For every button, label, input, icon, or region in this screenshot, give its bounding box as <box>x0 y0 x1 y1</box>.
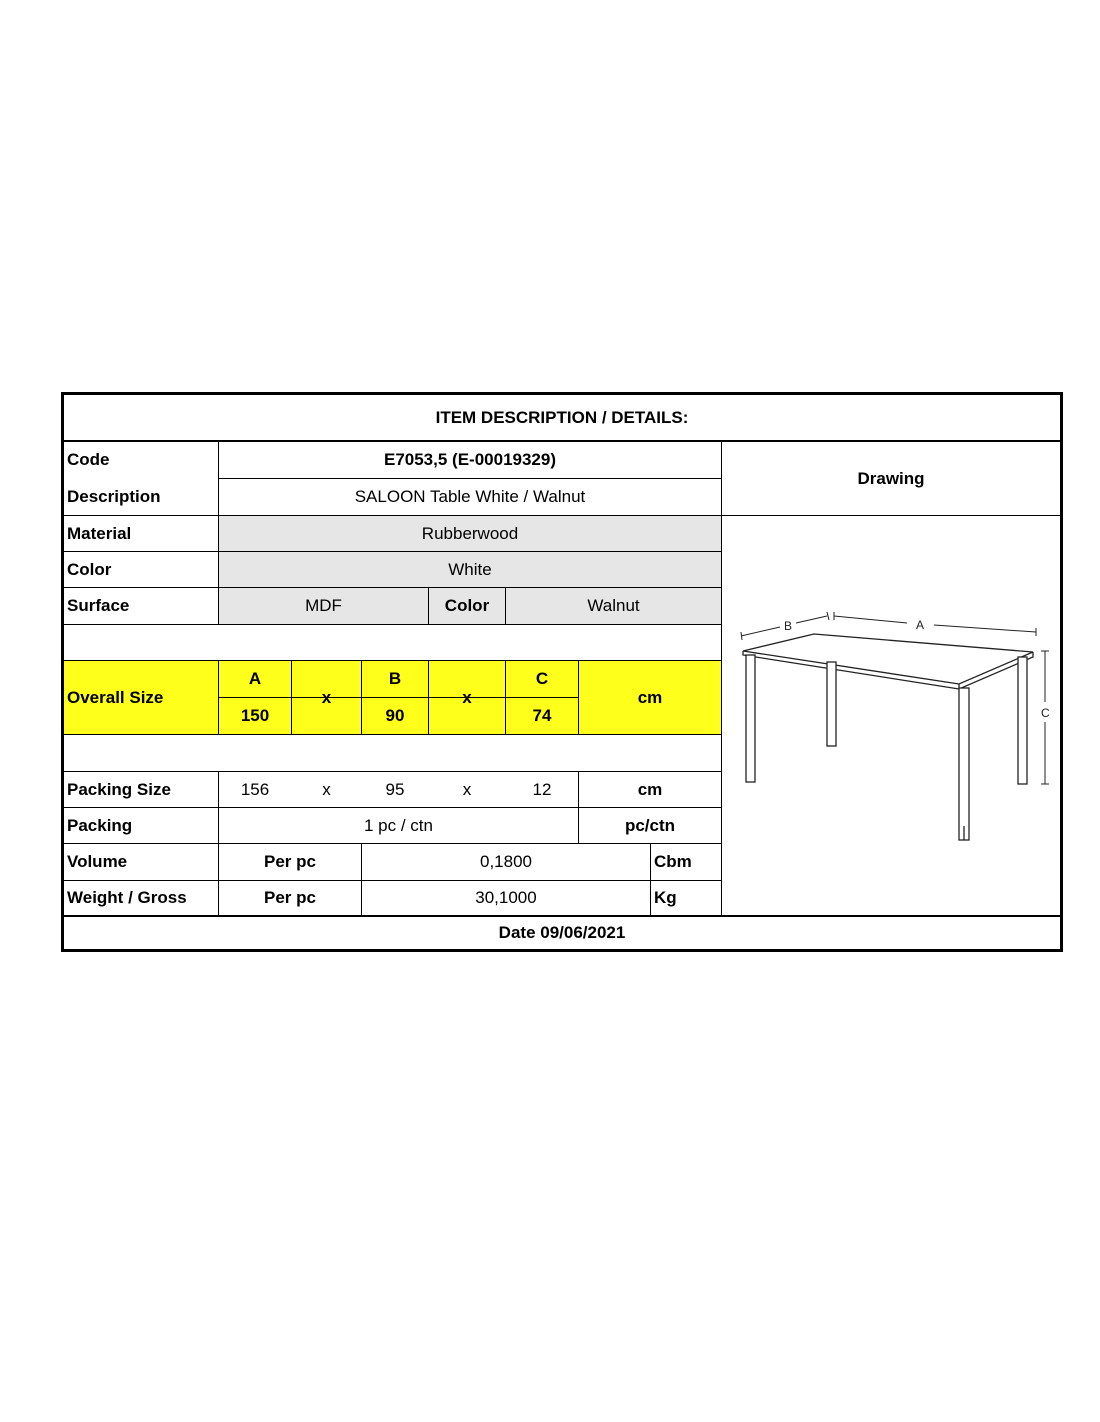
packing-size-label: Packing Size <box>67 779 171 799</box>
sheet-title: ITEM DESCRIPTION / DETAILS: <box>435 407 689 427</box>
dimension-a-label: A <box>916 618 925 632</box>
surface-label: Surface <box>67 596 130 615</box>
date-footer: Date 09/06/2021 <box>498 923 626 942</box>
dimension-lines <box>741 612 1049 784</box>
weight-unit: Kg <box>654 888 677 907</box>
item-details-sheet <box>61 392 1063 952</box>
weight-label: Weight / Gross <box>67 888 187 907</box>
dimension-c-label: C <box>1041 706 1050 720</box>
packing-value: 1 pc / ctn <box>364 815 433 835</box>
overall-size-a-value: 150 <box>240 706 270 725</box>
overall-size-b-label: B <box>388 669 402 688</box>
packing-size-a: 156 <box>240 779 270 799</box>
packing-label: Packing <box>67 815 133 835</box>
overall-size-b-value: 90 <box>385 706 405 725</box>
dimension-b-label: B <box>784 619 793 633</box>
description-value: SALOON Table White / Walnut <box>354 487 586 506</box>
volume-per: Per pc <box>264 852 316 871</box>
volume-unit: Cbm <box>654 852 692 871</box>
weight-per: Per pc <box>264 888 316 907</box>
drawing-label: Drawing <box>857 468 925 488</box>
overall-size-label: Overall Size <box>67 687 164 707</box>
color-label: Color <box>67 560 112 579</box>
code-label: Code <box>67 450 110 469</box>
packing-size-unit: cm <box>637 779 663 799</box>
packing-size-x2: x <box>462 779 472 799</box>
material-value: Rubberwood <box>421 524 519 543</box>
material-label: Material <box>67 524 132 543</box>
surface-color-label: Color <box>444 596 490 615</box>
surface-color-value: Walnut <box>587 596 640 615</box>
description-label: Description <box>67 487 161 506</box>
overall-size-unit: cm <box>637 687 663 707</box>
overall-size-c-label: C <box>535 669 549 688</box>
overall-size-a-label: A <box>248 669 262 688</box>
weight-value: 30,1000 <box>475 888 537 907</box>
surface-value: MDF <box>305 596 342 615</box>
table-outline <box>743 634 1033 840</box>
volume-label: Volume <box>67 852 128 871</box>
color-value: White <box>448 560 492 579</box>
packing-unit: pc/ctn <box>624 815 676 835</box>
code-value: E7053,5 (E-00019329) <box>383 450 557 469</box>
overall-size-c-value: 74 <box>532 706 552 725</box>
volume-value: 0,1800 <box>480 852 532 871</box>
packing-size-x1: x <box>322 779 331 799</box>
overall-size-x1: x <box>321 687 332 707</box>
table-drawing <box>722 516 1060 916</box>
overall-size-x2: x <box>462 687 472 707</box>
packing-size-b: 95 <box>385 779 405 799</box>
packing-size-c: 12 <box>532 779 552 799</box>
